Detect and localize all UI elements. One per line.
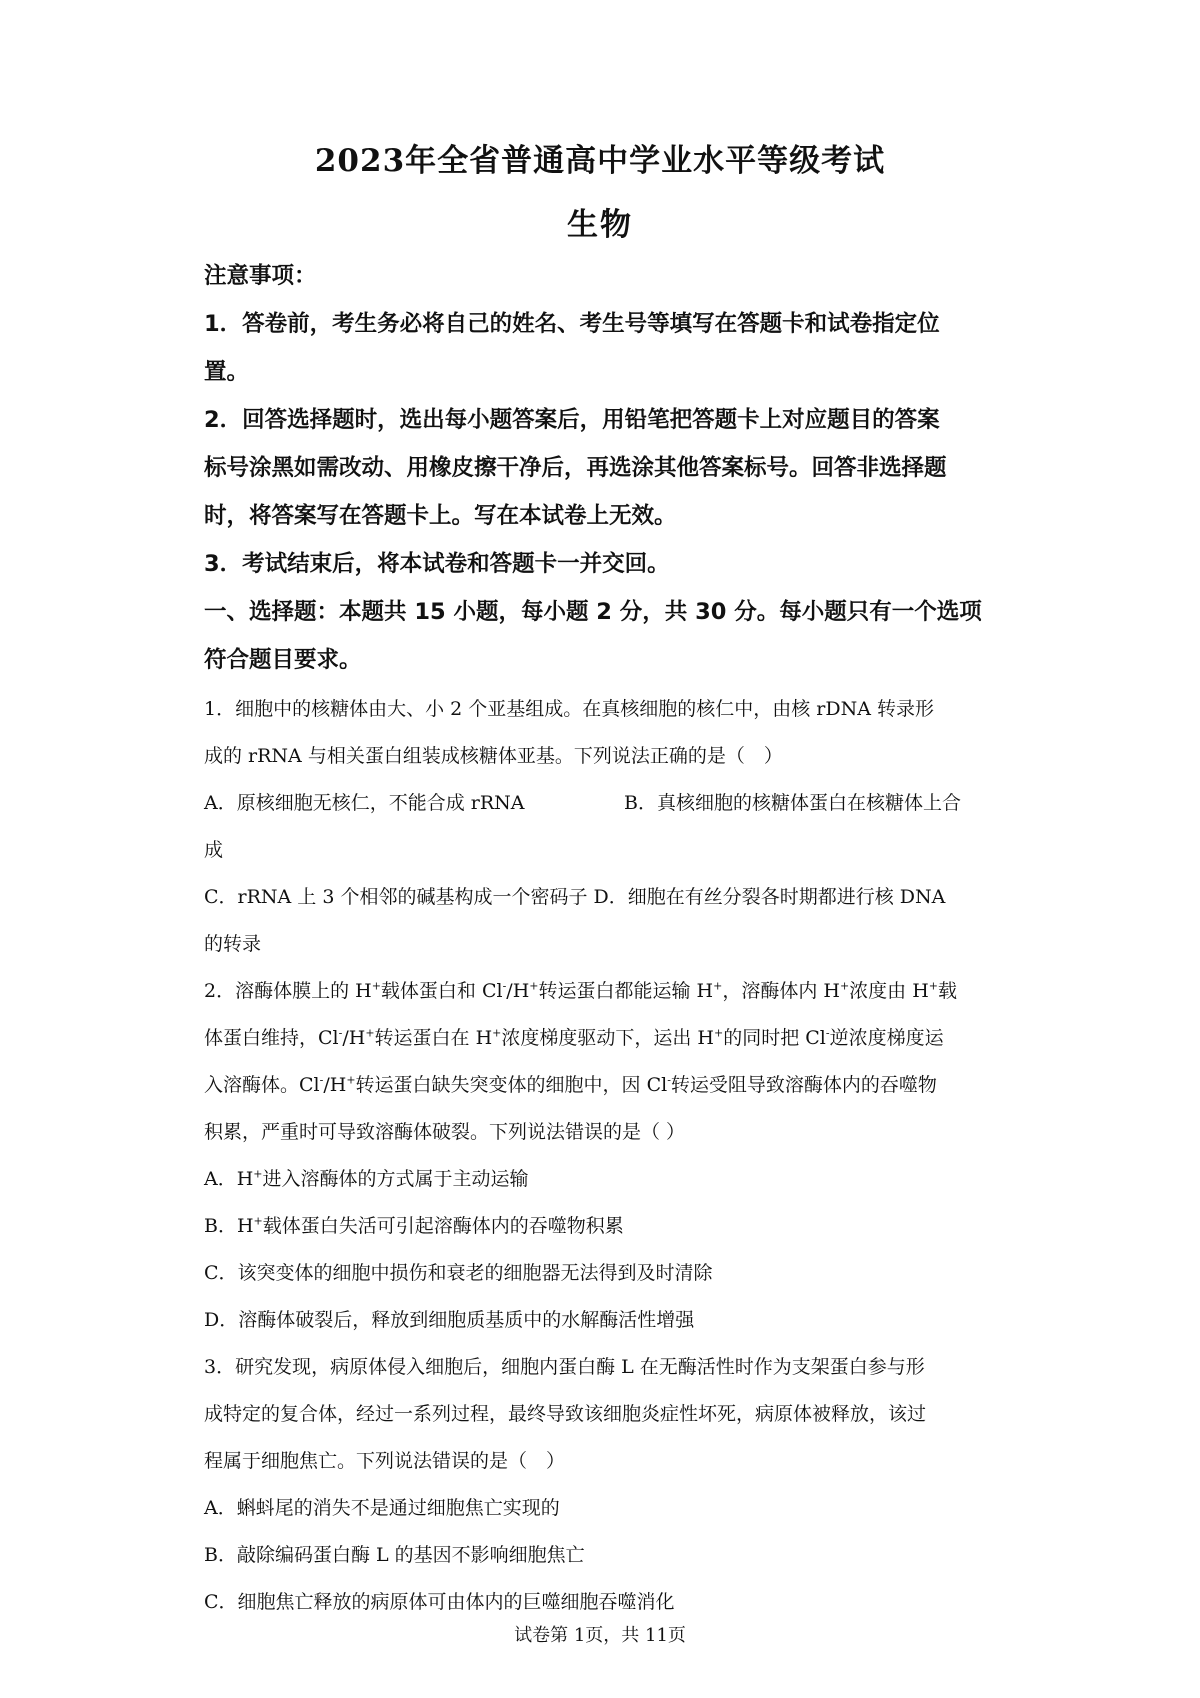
q2-text: 入溶酶体。Cl: [204, 1074, 320, 1096]
q2-option-a: [204, 1156, 1004, 1203]
superscript: +: [928, 979, 938, 993]
q2-text: 体蛋白维持，Cl: [204, 1027, 339, 1049]
notice-item-2: 2．回答选择题时，选出每小题答案后，用铅笔把答题卡上对应题目的答案: [204, 407, 940, 433]
q1-options-ab: [204, 780, 1004, 827]
q2-text: 2．溶酶体膜上的 H: [204, 980, 372, 1002]
q2-text: 载体蛋白和 Cl: [380, 980, 503, 1002]
q1-option-b-cont: 成: [204, 839, 224, 861]
q2-stem: [204, 968, 1004, 1015]
superscript: -: [825, 1026, 830, 1040]
q3-option-c: C．细胞焦亡释放的病原体可由体内的巨噬细胞吞噬消化: [204, 1591, 675, 1613]
q2-text: /H: [506, 980, 530, 1002]
superscript: +: [253, 1214, 263, 1228]
q2-text: 浓度由 H: [849, 980, 929, 1002]
notice-item-1: 1．答卷前，考生务必将自己的姓名、考生号等填写在答题卡和试卷指定位: [204, 311, 940, 337]
section-heading: 一、选择题：本题共 15 小题，每小题 2 分，共 30 分。每小题只有一个选项: [204, 599, 982, 625]
superscript: +: [714, 1026, 724, 1040]
superscript: +: [529, 979, 539, 993]
q2-option-b: [204, 1203, 1004, 1250]
q2-text: 载体蛋白失活可引起溶酶体内的吞噬物积累: [262, 1215, 624, 1237]
q2-text: B．H: [204, 1215, 254, 1237]
q2-option-c: C．该突变体的细胞中损伤和衰老的细胞器无法得到及时清除: [204, 1262, 713, 1284]
notice-block: [204, 252, 1004, 684]
superscript: +: [839, 979, 850, 993]
notice-item-2-cont: 标号涂黑如需改动、用橡皮擦干净后，再选涂其他答案标号。回答非选择题: [204, 455, 947, 481]
q3-option-b: B．敲除编码蛋白酶 L 的基因不影响细胞焦亡: [204, 1544, 585, 1566]
q2-text: 转运蛋白在 H: [374, 1027, 493, 1049]
q2-text: /H: [323, 1074, 347, 1096]
q2-stem-cont: [204, 1015, 1004, 1062]
q2-text: /H: [342, 1027, 366, 1049]
q2-option-d: D．溶酶体破裂后，释放到细胞质基质中的水解酶活性增强: [204, 1309, 695, 1331]
q2-text: 转运蛋白缺失突变体的细胞中，因 Cl: [355, 1074, 668, 1096]
q1-options-cd: C．rRNA 上 3 个相邻的碱基构成一个密码子 D．细胞在有丝分裂各时期都进行核 DNA: [204, 886, 946, 908]
q1-option-a: A．原核细胞无核仁，不能合成 rRNA: [204, 792, 525, 814]
superscript: +: [713, 979, 723, 993]
questions-block: [204, 686, 1004, 1626]
q2-text: 的同时把 Cl: [723, 1027, 826, 1049]
superscript: +: [365, 1026, 375, 1040]
q1-stem-cont: 成的 rRNA 与相关蛋白组装成核糖体亚基。下列说法正确的是（ ）: [204, 745, 783, 767]
page-footer: 试卷第 1页，共 11页: [514, 1625, 686, 1646]
q1-option-d-cont: 的转录: [204, 933, 262, 955]
q2-text: 逆浓度梯度运: [829, 1027, 944, 1049]
notice-item-3: 3．考试结束后，将本试卷和答题卡一并交回。: [204, 551, 670, 577]
q3-stem: 3．研究发现，病原体侵入细胞后，细胞内蛋白酶 L 在无酶活性时作为支架蛋白参与形: [204, 1356, 925, 1378]
q2-stem-cont: 积累，严重时可导致溶酶体破裂。下列说法错误的是（ ）: [204, 1121, 686, 1143]
notice-item-2-cont: 时，将答案写在答题卡上。写在本试卷上无效。: [204, 503, 677, 529]
superscript: -: [319, 1073, 324, 1087]
superscript: -: [338, 1026, 343, 1040]
q2-text: 浓度梯度驱动下，运出 H: [501, 1027, 714, 1049]
q2-text: ，溶酶体内 H: [722, 980, 840, 1002]
q2-text: 转运蛋白都能运输 H: [538, 980, 714, 1002]
q3-stem-cont: 程属于细胞焦亡。下列说法错误的是（ ）: [204, 1450, 566, 1472]
q1-option-b: B．真核细胞的核糖体蛋白在核糖体上合: [624, 792, 961, 814]
superscript: +: [346, 1073, 356, 1087]
section-heading-cont: 符合题目要求。: [204, 647, 362, 673]
superscript: +: [371, 979, 381, 993]
superscript: -: [667, 1073, 671, 1087]
q1-stem: 1．细胞中的核糖体由大、小 2 个亚基组成。在真核细胞的核仁中，由核 rDNA 转录形: [204, 698, 934, 720]
superscript: -: [502, 979, 507, 993]
q2-text: 载: [937, 980, 957, 1002]
superscript: +: [253, 1167, 263, 1181]
q3-stem-cont: 成特定的复合体，经过一系列过程，最终导致该细胞炎症性坏死，病原体被释放，该过: [204, 1403, 927, 1425]
notice-heading: 注意事项：: [204, 263, 317, 289]
subject-title: 生物: [567, 207, 633, 243]
q2-stem-cont: [204, 1062, 1004, 1109]
notice-item-1-cont: 置。: [204, 359, 250, 385]
superscript: +: [492, 1026, 502, 1040]
q2-text: A．H: [204, 1168, 254, 1190]
q2-text: 进入溶酶体的方式属于主动运输: [262, 1168, 529, 1190]
q3-option-a: A．蝌蚪尾的消失不是通过细胞焦亡实现的: [204, 1497, 560, 1519]
exam-title: 2023年全省普通高中学业水平等级考试: [314, 143, 886, 179]
q2-text: 转运受阻导致溶酶体内的吞噬物: [670, 1074, 937, 1096]
